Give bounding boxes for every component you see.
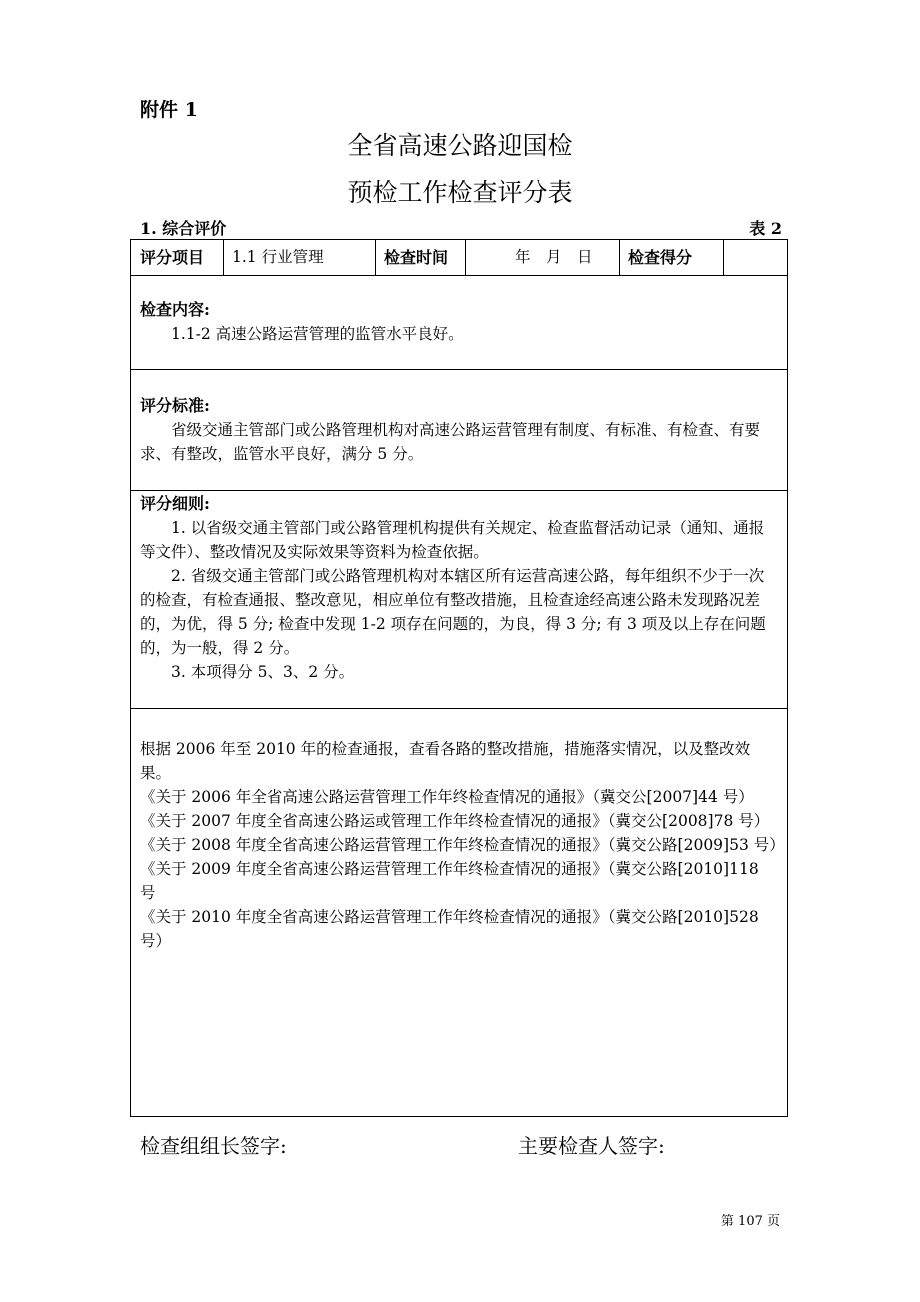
reference-item: 《关于 2010 年度全省高速公路运营管理工作年终检查情况的通报》（冀交公路[2010]528 号）: [140, 908, 759, 950]
rule-item: 2. 省级交通主管部门或公路管理机构对本辖区所有运营高速公路，每年组织不少于一次的检查，有检查通报、整改意见，相应单位有整改措施，且检查途经高速公路未发现路况差的，为优，得 5 分; 检查中发现 1-2 项存在问题的，为良，得 3 分; 有 3 项及以上存在问题的，为一般，得 2 分。: [140, 567, 766, 657]
standard-section: [140, 394, 779, 466]
table-number: 表 2: [749, 219, 782, 238]
time-value: 年 月 日: [515, 248, 593, 266]
basis-intro: 根据 2006 年至 2010 年的检查通报，查看各路的整改措施，措施落实情况，以及整改效果。: [140, 740, 751, 782]
standard-text: 省级交通主管部门或公路管理机构对高速公路运营管理有制度、有标准、有检查、有要求、有整改，监管水平良好，满分 5 分。: [140, 421, 761, 463]
rules-section: [140, 492, 779, 684]
basis-section: [140, 737, 785, 953]
rule-item: 3. 本项得分 5、3、2 分。: [171, 663, 355, 681]
reference-item: 《关于 2006 年全省高速公路运营管理工作年终检查情况的通报》（冀交公[2007]44 号）: [140, 788, 754, 806]
rule-item: 1. 以省级交通主管部门或公路管理机构提供有关规定、检查监督活动记录（通知、通报等文件）、整改情况及实际效果等资料为检查依据。: [140, 519, 765, 561]
content-label: 检查内容:: [140, 300, 210, 319]
content-text: 1.1-2 高速公路运营管理的监管水平良好。: [171, 325, 464, 343]
section-heading: 1. 综合评价: [140, 219, 227, 238]
score-label: 检查得分: [628, 248, 693, 267]
reference-item: 《关于 2008 年度全省高速公路运营管理工作年终检查情况的通报》（冀交公路[2009]53 号）: [140, 836, 785, 854]
time-label: 检查时间: [384, 248, 449, 267]
leader-signature-label: 检查组组长签字:: [140, 1134, 287, 1158]
reference-item: 《关于 2007 年度全省高速公路运或管理工作年终检查情况的通报》（冀交公[2008]78 号）: [140, 812, 770, 830]
content-section: [140, 298, 779, 346]
item-label: 评分项目: [140, 248, 205, 267]
attachment-label: 附件 1: [140, 99, 198, 121]
item-value: 1.1 行业管理: [232, 248, 324, 266]
score-value: [731, 240, 781, 275]
score-table: [130, 239, 788, 1117]
inspector-signature-label: 主要检查人签字:: [518, 1134, 665, 1158]
rules-label: 评分细则:: [140, 494, 210, 513]
page-number: 第 107 页: [720, 1214, 780, 1229]
document-title-line2: 预检工作检查评分表: [347, 178, 573, 207]
reference-item: 《关于 2009 年度全省高速公路运营管理工作年终检查情况的通报》（冀交公路[2010]118 号: [140, 860, 759, 902]
standard-label: 评分标准:: [140, 396, 210, 415]
document-title-line1: 全省高速公路迎国检: [347, 131, 573, 160]
